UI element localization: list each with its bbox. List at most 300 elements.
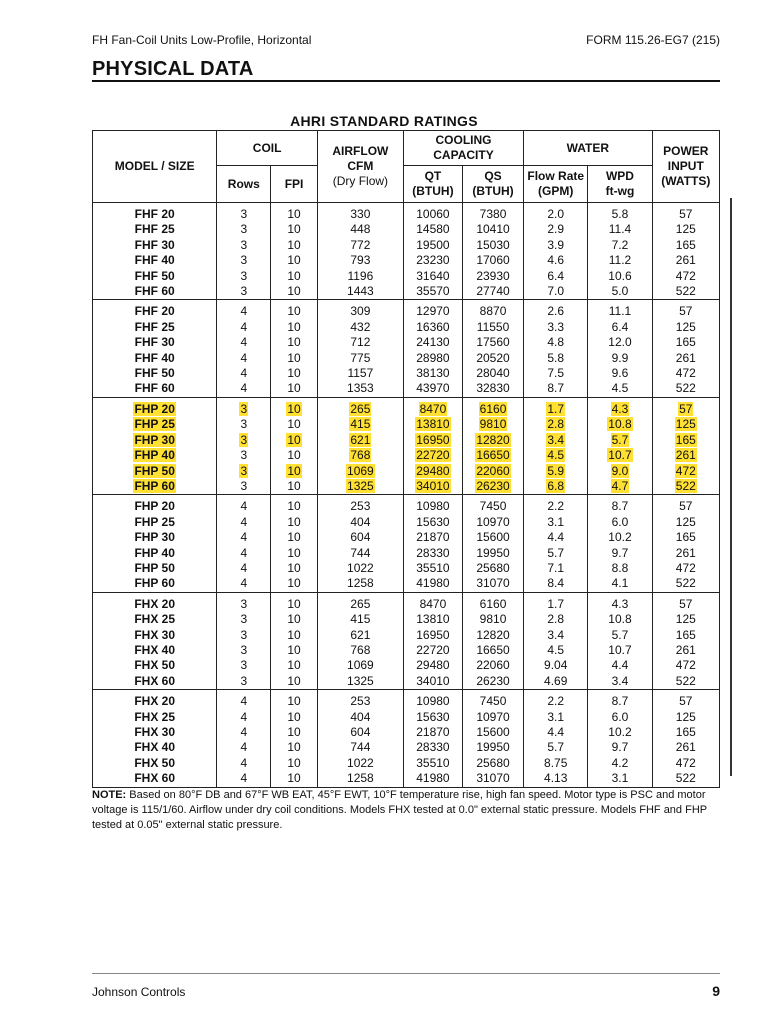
ratings-table	[92, 130, 720, 788]
cell-rows: 3	[217, 658, 271, 673]
cell-airflow: 1022	[317, 561, 403, 576]
cell-flow-rate: 9.04	[524, 658, 588, 673]
cell-power: 125	[652, 320, 719, 335]
cell-qs	[462, 464, 523, 479]
cell-flow-rate: 2.2	[524, 495, 588, 515]
table-row	[93, 495, 720, 515]
highlighted-value: 768	[350, 448, 371, 463]
cell-qt: 43970	[403, 381, 462, 397]
table-row	[93, 740, 720, 755]
col-cooling-capacity: COOLING CAPACITY	[403, 131, 523, 166]
cell-rows: 4	[217, 690, 271, 710]
section-title: PHYSICAL DATA	[92, 58, 254, 80]
cell-power	[652, 433, 719, 448]
highlighted-value: FHP 20	[134, 401, 175, 416]
cell-qt: 15630	[403, 515, 462, 530]
table-row	[93, 464, 720, 479]
cell-airflow: 253	[317, 690, 403, 710]
col-model: MODEL / SIZE	[93, 131, 217, 203]
cell-qs	[462, 433, 523, 448]
cell-qt: 12970	[403, 300, 462, 320]
cell-model	[93, 417, 217, 432]
cell-power	[652, 448, 719, 463]
cell-fpi: 10	[271, 515, 318, 530]
cell-fpi	[271, 433, 318, 448]
cell-fpi: 10	[271, 592, 318, 612]
cell-airflow: 1325	[317, 674, 403, 690]
cell-model	[93, 448, 217, 463]
cell-airflow: 1022	[317, 756, 403, 771]
cell-power: 522	[652, 674, 719, 690]
table-row	[93, 253, 720, 268]
cell-model: FHX 50	[93, 756, 217, 771]
highlighted-value: 22720	[416, 448, 450, 463]
cell-airflow: 775	[317, 351, 403, 366]
cell-fpi: 10	[271, 710, 318, 725]
cell-wpd: 4.3	[588, 592, 652, 612]
cell-airflow: 432	[317, 320, 403, 335]
table-row	[93, 530, 720, 545]
cell-qt: 35510	[403, 561, 462, 576]
highlighted-value: FHP 30	[134, 432, 175, 447]
cell-wpd: 4.1	[588, 576, 652, 592]
table-row	[93, 628, 720, 643]
highlighted-value: 57	[679, 401, 693, 416]
cell-power: 522	[652, 284, 719, 300]
cell-flow-rate: 7.5	[524, 366, 588, 381]
cell-power	[652, 479, 719, 495]
cell-qt: 16360	[403, 320, 462, 335]
cell-wpd: 4.5	[588, 381, 652, 397]
table-title: AHRI STANDARD RATINGS	[290, 113, 478, 129]
highlighted-value: FHP 50	[134, 463, 175, 478]
cell-airflow: 253	[317, 495, 403, 515]
cell-qt	[403, 448, 462, 463]
cell-qt	[403, 464, 462, 479]
cell-airflow	[317, 448, 403, 463]
highlighted-value: 125	[675, 417, 696, 432]
table-row	[93, 222, 720, 237]
cell-flow-rate	[524, 464, 588, 479]
cell-airflow	[317, 397, 403, 417]
cell-airflow: 330	[317, 203, 403, 223]
cell-wpd: 9.7	[588, 546, 652, 561]
cell-qt	[403, 479, 462, 495]
cell-power: 57	[652, 690, 719, 710]
cell-qs	[462, 448, 523, 463]
cell-rows: 4	[217, 756, 271, 771]
cell-model: FHP 40	[93, 546, 217, 561]
cell-fpi	[271, 464, 318, 479]
highlighted-value: 34010	[416, 478, 450, 493]
cell-qt: 10980	[403, 690, 462, 710]
cell-qt: 23230	[403, 253, 462, 268]
table-row	[93, 725, 720, 740]
cell-rows: 4	[217, 381, 271, 397]
highlighted-value: FHP 40	[134, 448, 175, 463]
cell-qs: 20520	[462, 351, 523, 366]
table-row	[93, 300, 720, 320]
cell-wpd: 9.7	[588, 740, 652, 755]
cell-model: FHP 30	[93, 530, 217, 545]
cell-qs: 26230	[462, 674, 523, 690]
highlighted-value: 3	[240, 401, 248, 416]
cell-rows: 4	[217, 546, 271, 561]
cell-qt: 28330	[403, 740, 462, 755]
cell-model: FHP 60	[93, 576, 217, 592]
cell-rows: 3	[217, 253, 271, 268]
cell-wpd	[588, 433, 652, 448]
highlighted-value: 4.7	[611, 478, 629, 493]
cell-rows: 3	[217, 612, 271, 627]
cell-flow-rate: 8.4	[524, 576, 588, 592]
note-body: Based on 80°F DB and 67°F WB EAT, 45°F EWT, 10°F temperature rise, high fan speed. Motor type is PSC and motor voltage is 115/1/60. Airflow under dry coil conditions. Models FHX tested at 0.0" external static pressure. Models FHF and FHP tested at 0.05" external static pressure.	[92, 789, 707, 831]
cell-airflow	[317, 433, 403, 448]
table-row	[93, 351, 720, 366]
cell-fpi: 10	[271, 530, 318, 545]
col-water: WATER	[524, 131, 653, 166]
cell-qs: 15600	[462, 530, 523, 545]
table-row	[93, 658, 720, 673]
table-row	[93, 479, 720, 495]
cell-fpi	[271, 397, 318, 417]
row-group	[93, 690, 720, 787]
col-flow-rate: Flow Rate (GPM)	[524, 166, 588, 203]
cell-model: FHX 60	[93, 771, 217, 787]
highlighted-value: 4.3	[611, 401, 629, 416]
cell-power: 165	[652, 238, 719, 253]
cell-qs: 27740	[462, 284, 523, 300]
cell-wpd: 3.4	[588, 674, 652, 690]
col-wpd: WPD ft-wg	[588, 166, 652, 203]
highlighted-value: 16950	[416, 432, 450, 447]
cell-rows: 3	[217, 203, 271, 223]
highlighted-value: 10	[287, 432, 301, 447]
cell-wpd: 4.4	[588, 658, 652, 673]
cell-airflow: 1157	[317, 366, 403, 381]
table-row	[93, 269, 720, 284]
cell-model: FHF 50	[93, 269, 217, 284]
cell-fpi: 10	[271, 771, 318, 787]
cell-model: FHF 40	[93, 253, 217, 268]
cell-wpd: 8.7	[588, 690, 652, 710]
highlighted-value: 2.8	[547, 417, 565, 432]
cell-flow-rate: 2.2	[524, 690, 588, 710]
row-group	[93, 203, 720, 300]
cell-qs: 19950	[462, 546, 523, 561]
cell-model: FHP 20	[93, 495, 217, 515]
cell-rows: 3	[217, 448, 271, 463]
cell-qt: 15630	[403, 710, 462, 725]
cell-rows: 3	[217, 238, 271, 253]
highlighted-value: 6.8	[547, 478, 565, 493]
cell-wpd	[588, 464, 652, 479]
cell-fpi: 10	[271, 335, 318, 350]
highlighted-value: 13810	[416, 417, 450, 432]
cell-wpd: 3.1	[588, 771, 652, 787]
cell-flow-rate: 5.7	[524, 740, 588, 755]
highlighted-value: 1325	[347, 478, 374, 493]
cell-airflow: 604	[317, 725, 403, 740]
cell-rows: 4	[217, 320, 271, 335]
cell-airflow	[317, 417, 403, 432]
cell-flow-rate: 2.8	[524, 612, 588, 627]
page-number: 9	[712, 983, 720, 999]
cell-flow-rate: 4.4	[524, 530, 588, 545]
cell-fpi: 10	[271, 366, 318, 381]
cell-flow-rate: 4.6	[524, 253, 588, 268]
cell-wpd: 11.2	[588, 253, 652, 268]
cell-airflow: 621	[317, 628, 403, 643]
cell-qs	[462, 397, 523, 417]
cell-fpi: 10	[271, 222, 318, 237]
cell-qs: 25680	[462, 561, 523, 576]
cell-flow-rate	[524, 479, 588, 495]
highlighted-value: 22060	[476, 463, 510, 478]
footer-company: Johnson Controls	[92, 985, 186, 999]
cell-qt: 31640	[403, 269, 462, 284]
cell-model: FHX 40	[93, 740, 217, 755]
table-row	[93, 710, 720, 725]
cell-qs: 19950	[462, 740, 523, 755]
cell-fpi: 10	[271, 238, 318, 253]
cell-flow-rate: 3.9	[524, 238, 588, 253]
cell-power: 472	[652, 561, 719, 576]
table-row	[93, 612, 720, 627]
cell-wpd	[588, 417, 652, 432]
col-rows: Rows	[217, 166, 271, 203]
cell-qt: 28330	[403, 546, 462, 561]
cell-qt: 19500	[403, 238, 462, 253]
cell-model	[93, 433, 217, 448]
cell-fpi: 10	[271, 561, 318, 576]
highlighted-value: 5.9	[547, 463, 565, 478]
change-bar	[730, 198, 732, 776]
cell-airflow: 768	[317, 643, 403, 658]
cell-rows: 4	[217, 725, 271, 740]
cell-qs: 7450	[462, 690, 523, 710]
highlighted-value: 16650	[476, 448, 510, 463]
cell-power: 261	[652, 546, 719, 561]
document-header-title: FH Fan-Coil Units Low-Profile, Horizontal	[92, 33, 312, 47]
row-group	[93, 397, 720, 494]
cell-wpd: 10.8	[588, 612, 652, 627]
cell-airflow	[317, 464, 403, 479]
cell-flow-rate: 5.7	[524, 546, 588, 561]
cell-qt: 29480	[403, 658, 462, 673]
cell-power: 472	[652, 366, 719, 381]
cell-model: FHX 40	[93, 643, 217, 658]
cell-model: FHF 60	[93, 284, 217, 300]
cell-qt: 41980	[403, 576, 462, 592]
highlighted-value: 8470	[419, 401, 447, 416]
cell-qs: 7450	[462, 495, 523, 515]
cell-qs: 10970	[462, 515, 523, 530]
cell-airflow: 309	[317, 300, 403, 320]
col-coil: COIL	[217, 131, 318, 166]
cell-power: 57	[652, 203, 719, 223]
highlighted-value: 1069	[347, 463, 374, 478]
cell-wpd: 12.0	[588, 335, 652, 350]
cell-qt	[403, 417, 462, 432]
cell-wpd: 6.0	[588, 515, 652, 530]
highlighted-value: 10.7	[608, 448, 632, 463]
cell-flow-rate: 8.75	[524, 756, 588, 771]
cell-qt: 16950	[403, 628, 462, 643]
cell-qs: 15030	[462, 238, 523, 253]
cell-qs: 10970	[462, 710, 523, 725]
highlighted-value: FHP 25	[134, 417, 175, 432]
cell-rows: 3	[217, 628, 271, 643]
note-label: NOTE:	[92, 789, 127, 801]
cell-flow-rate: 7.1	[524, 561, 588, 576]
table-row	[93, 515, 720, 530]
cell-qs: 17560	[462, 335, 523, 350]
cell-model: FHF 20	[93, 203, 217, 223]
cell-airflow: 793	[317, 253, 403, 268]
cell-qs: 16650	[462, 643, 523, 658]
table-row	[93, 335, 720, 350]
highlighted-value: 6160	[479, 401, 507, 416]
cell-airflow: 415	[317, 612, 403, 627]
cell-fpi: 10	[271, 740, 318, 755]
highlighted-value: 10	[287, 401, 301, 416]
cell-flow-rate	[524, 448, 588, 463]
cell-qs: 6160	[462, 592, 523, 612]
cell-rows: 3	[217, 222, 271, 237]
cell-fpi: 10	[271, 628, 318, 643]
cell-power	[652, 417, 719, 432]
cell-flow-rate: 4.4	[524, 725, 588, 740]
table-row	[93, 643, 720, 658]
cell-rows: 4	[217, 740, 271, 755]
cell-rows: 3	[217, 643, 271, 658]
cell-qs: 8870	[462, 300, 523, 320]
cell-model: FHF 30	[93, 335, 217, 350]
highlighted-value: 3	[240, 463, 248, 478]
cell-fpi: 10	[271, 756, 318, 771]
cell-fpi: 10	[271, 674, 318, 690]
cell-power: 165	[652, 628, 719, 643]
cell-fpi: 10	[271, 576, 318, 592]
cell-model: FHF 50	[93, 366, 217, 381]
cell-wpd: 11.1	[588, 300, 652, 320]
cell-rows: 4	[217, 530, 271, 545]
cell-rows: 4	[217, 300, 271, 320]
cell-airflow: 1196	[317, 269, 403, 284]
cell-fpi: 10	[271, 612, 318, 627]
cell-qt: 22720	[403, 643, 462, 658]
cell-qt	[403, 433, 462, 448]
cell-model: FHX 20	[93, 592, 217, 612]
cell-qs: 7380	[462, 203, 523, 223]
cell-qs: 9810	[462, 612, 523, 627]
highlighted-value: 621	[350, 432, 371, 447]
cell-flow-rate: 5.8	[524, 351, 588, 366]
row-group	[93, 592, 720, 689]
cell-model: FHF 40	[93, 351, 217, 366]
cell-power: 522	[652, 576, 719, 592]
cell-fpi: 10	[271, 284, 318, 300]
table-row	[93, 366, 720, 381]
cell-fpi: 10	[271, 300, 318, 320]
cell-qt	[403, 397, 462, 417]
cell-power: 125	[652, 612, 719, 627]
highlighted-value: 29480	[416, 463, 450, 478]
cell-power: 57	[652, 495, 719, 515]
cell-model: FHF 25	[93, 222, 217, 237]
cell-qt: 24130	[403, 335, 462, 350]
cell-rows: 3	[217, 417, 271, 432]
cell-power: 472	[652, 269, 719, 284]
cell-fpi: 10	[271, 320, 318, 335]
highlighted-value: 12820	[476, 432, 510, 447]
cell-qs: 12820	[462, 628, 523, 643]
highlighted-value: 265	[350, 401, 371, 416]
table-row	[93, 381, 720, 397]
cell-fpi: 10	[271, 203, 318, 223]
cell-wpd: 10.7	[588, 643, 652, 658]
cell-qs	[462, 479, 523, 495]
cell-power: 165	[652, 335, 719, 350]
cell-rows: 3	[217, 284, 271, 300]
table-row	[93, 771, 720, 787]
cell-power: 261	[652, 253, 719, 268]
cell-airflow: 1353	[317, 381, 403, 397]
col-power-input: POWER INPUT (WATTS)	[652, 131, 719, 203]
cell-airflow: 448	[317, 222, 403, 237]
cell-flow-rate	[524, 433, 588, 448]
cell-qt: 10980	[403, 495, 462, 515]
cell-fpi: 10	[271, 643, 318, 658]
highlighted-value: FHP 60	[134, 478, 175, 493]
cell-qs: 31070	[462, 771, 523, 787]
highlighted-value: 9810	[479, 417, 507, 432]
highlighted-value: 4.5	[547, 448, 565, 463]
cell-qt: 38130	[403, 366, 462, 381]
cell-fpi: 10	[271, 725, 318, 740]
cell-flow-rate: 1.7	[524, 592, 588, 612]
table-row	[93, 320, 720, 335]
cell-fpi: 10	[271, 253, 318, 268]
form-number: FORM 115.26-EG7 (215)	[586, 33, 720, 47]
cell-qt: 35570	[403, 284, 462, 300]
cell-rows: 4	[217, 771, 271, 787]
cell-rows	[217, 433, 271, 448]
cell-power: 522	[652, 771, 719, 787]
cell-wpd	[588, 479, 652, 495]
cell-flow-rate: 3.3	[524, 320, 588, 335]
cell-flow-rate	[524, 417, 588, 432]
table-row	[93, 674, 720, 690]
table-row	[93, 546, 720, 561]
cell-qs: 28040	[462, 366, 523, 381]
cell-power: 57	[652, 592, 719, 612]
cell-fpi: 10	[271, 448, 318, 463]
highlighted-value: 522	[675, 478, 696, 493]
cell-airflow: 604	[317, 530, 403, 545]
cell-wpd: 9.9	[588, 351, 652, 366]
cell-qs: 25680	[462, 756, 523, 771]
col-qs: QS (BTUH)	[462, 166, 523, 203]
highlighted-value: 165	[675, 432, 696, 447]
cell-qt: 8470	[403, 592, 462, 612]
cell-wpd	[588, 448, 652, 463]
cell-wpd: 6.4	[588, 320, 652, 335]
highlighted-value: 10.8	[608, 417, 632, 432]
cell-flow-rate: 2.9	[524, 222, 588, 237]
cell-qs: 22060	[462, 658, 523, 673]
